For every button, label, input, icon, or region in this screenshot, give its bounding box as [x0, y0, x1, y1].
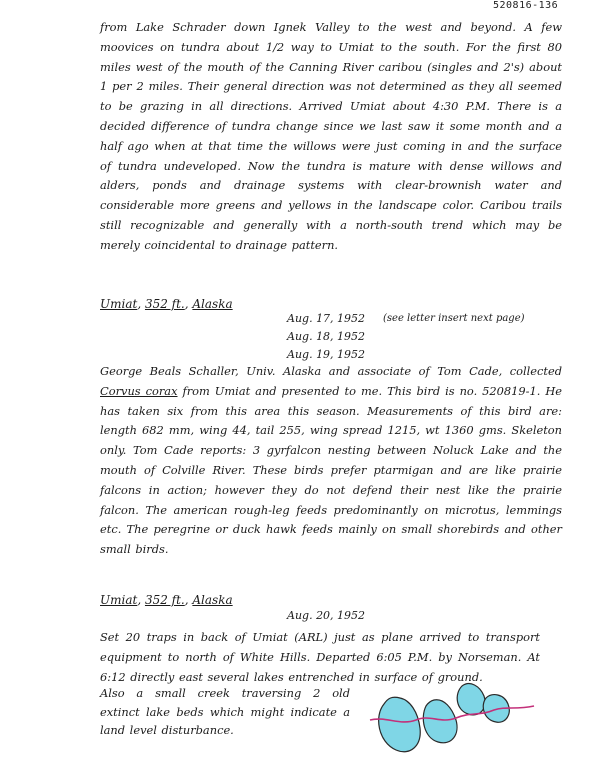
- entry-1-note: (see letter insert next page): [383, 313, 525, 324]
- entry-1-date-1: Aug. 17, 1952: [287, 312, 366, 325]
- field-note-paragraph-4: Also a small creek traversing 2 old extinct lake beds which might indicate a land level disturbance.: [100, 686, 350, 737]
- field-note-paragraph-2: [100, 362, 562, 560]
- entry-2-date: Aug. 20, 1952: [287, 609, 366, 622]
- entry-heading-2: Umiat, 352 ft., Alaska: [100, 593, 233, 607]
- entry-2-place: Umiat: [100, 593, 138, 607]
- extinct-lake-bed-2: [423, 700, 457, 743]
- entry-2-state: Alaska: [192, 593, 233, 607]
- paragraph-2-post: from Umiat and presented to me. This bird is no. 520819-1. He has taken six from this area this season. Measurements of this bird are: length 682 mm, wing 44, tail 255, wing spread 1215, wt 1360 gms. Skeleton only. Tom Cade reports: 3 gyrfalcon nesting between Noluck Lake and the mouth of Colville River. These birds prefer ptarmigan and are like prairie falcons in action; however they do not defend their nest like the prairie falcon. The american rough-leg feeds predominantly on microtus, lemmings etc. The peregrine or duck hawk feeds mainly on small shorebirds and other small birds.: [100, 383, 563, 557]
- page-number: 520816-136: [493, 0, 559, 11]
- lake-bed-sketch: [366, 676, 546, 766]
- entry-1-date-2: Aug. 18, 1952: [287, 330, 366, 343]
- species-name: Corvus corax: [100, 383, 178, 398]
- entry-1-place: Umiat: [100, 297, 138, 311]
- entry-1-state: Alaska: [192, 297, 233, 311]
- entry-heading-1: Umiat, 352 ft., Alaska: [100, 297, 233, 311]
- extinct-lake-bed-1: [379, 697, 421, 751]
- extinct-lake-bed-3: [457, 684, 485, 715]
- field-note-paragraph-1: from Lake Schrader down Ignek Valley to the west and beyond. A few moovices on tundra about 1/2 way to Umiat to the south. For the first 80 miles west of the mouth of the Canning River caribou (singles and 2's) about 1 per 2 miles. Their general direction was not determined as they all seemed to be grazing in all directions. Arrived Umiat about 4:30 P.M. There is a decided difference of tundra change since we last saw it some month and a half ago when at that time the willows were just coming in and the surface of tundra undeveloped. Now the tundra is mature with dense willows and alders, ponds and drainage systems with clear-brownish water and considerable more greens and yellows in the landscape color. Caribou trails still recognizable and generally with a north-south trend which may be merely coincidental to drainage pattern.: [100, 20, 562, 252]
- entry-1-elevation: 352 ft.: [144, 297, 185, 311]
- field-note-paragraph-3: Set 20 traps in back of Umiat (ARL) just as plane arrived to transport equipment to north of White Hills. Departed 6:05 P.M. by Norseman. At 6:12 directly east several lakes entrenched in surface of ground.: [100, 630, 540, 684]
- entry-1-date-3: Aug. 19, 1952: [287, 348, 366, 361]
- entry-2-elevation: 352 ft.: [144, 593, 185, 607]
- paragraph-2-pre: George Beals Schaller, Univ. Alaska and associate of Tom Cade, collected: [100, 364, 562, 378]
